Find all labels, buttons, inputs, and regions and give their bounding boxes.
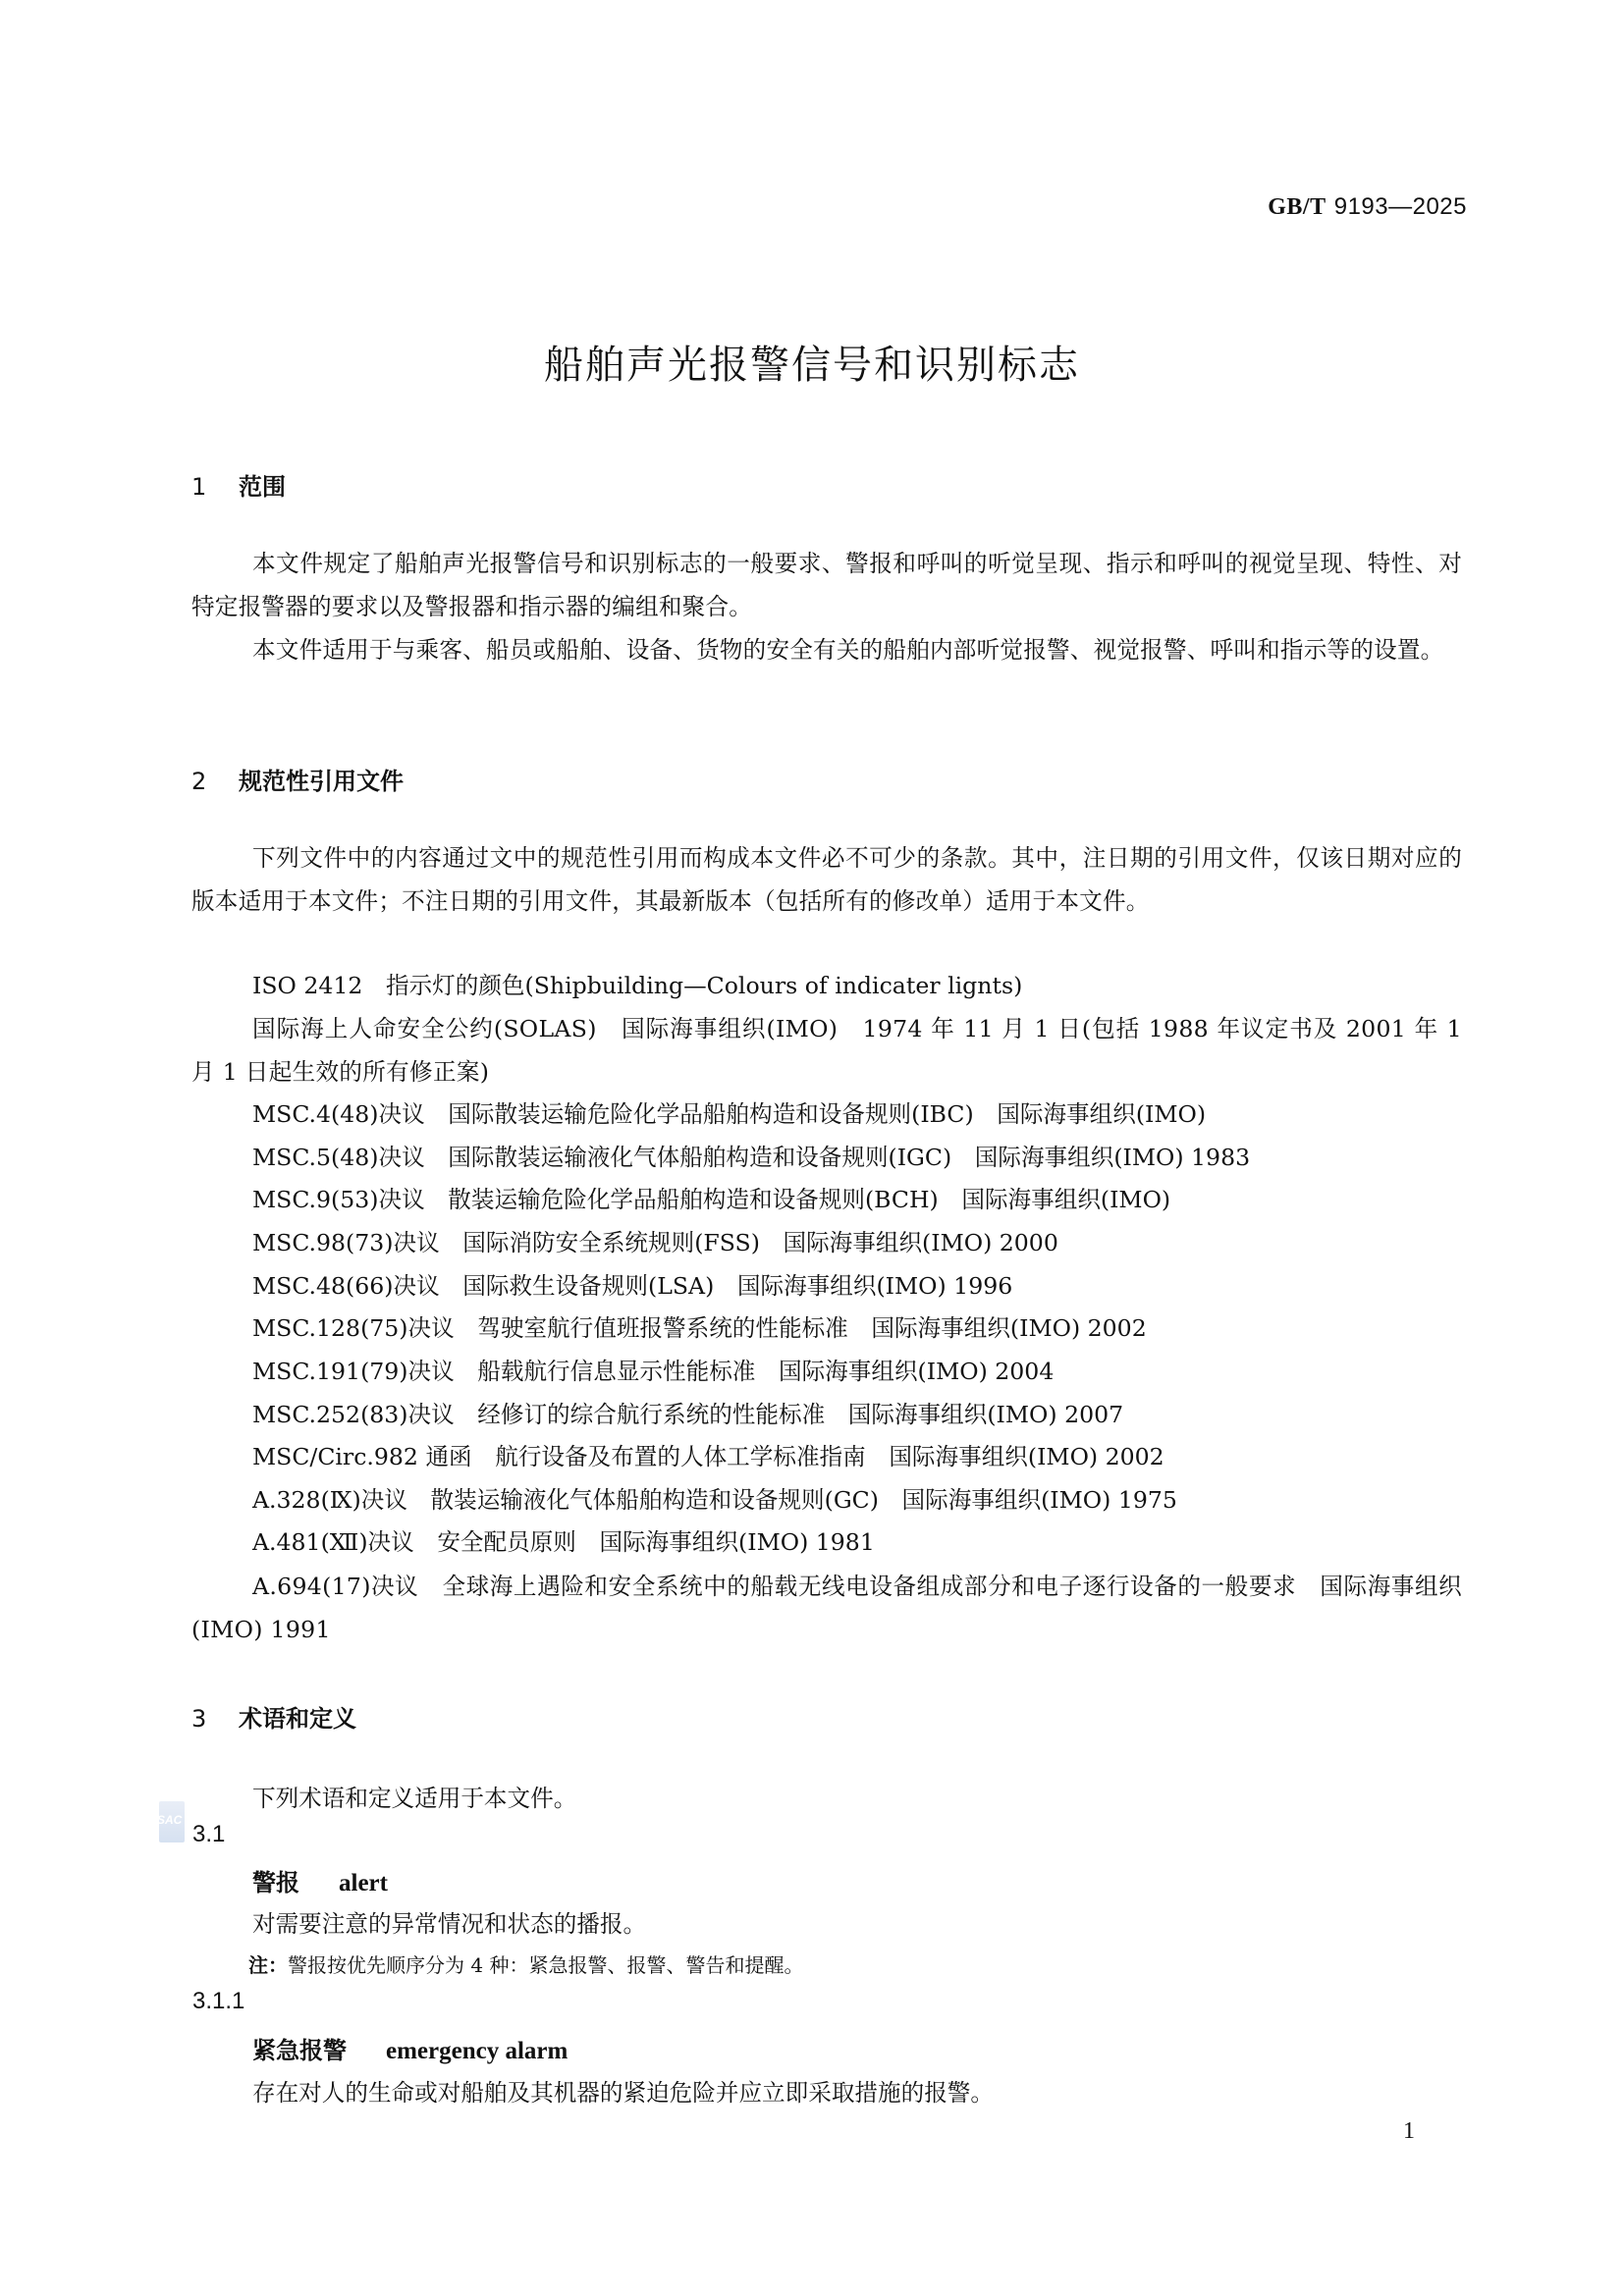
section-heading-normative-references [191,762,404,796]
watermark-text: SAC [157,1813,183,1827]
term-note [248,1949,803,1978]
reference-item: MSC.98(73)决议 国际消防安全系统规则(FSS) 国际海事组织(IMO) 2000 [252,1229,1058,1256]
term-english: emergency alarm [386,2038,568,2064]
reference-item: MSC.9(53)决议 散装运输危险化学品船舶构造和设备规则(BCH) 国际海事组织(IMO) [252,1186,1171,1213]
clause-number: 3.1 [192,1821,226,1847]
section-number: 2 [191,768,207,795]
reference-item: A.694(17)决议 全球海上遇险和安全系统中的船载无线电设备组成部分和电子逐行设备的一般要求 国际海事组织(IMO) 1991 [191,1573,1462,1643]
clause-number: 3.1.1 [192,1988,245,2014]
scope-paragraph: 本文件适用于与乘客、船员或船舶、设备、货物的安全有关的船舶内部听觉报警、视觉报警、呼叫和指示等的设置。 [252,636,1444,664]
term-chinese: 警报 [252,1869,299,1896]
reference-item: MSC.252(83)决议 经修订的综合航行系统的性能标准 国际海事组织(IMO) 2007 [252,1401,1124,1428]
reference-item: 国际海上人命安全公约(SOLAS) 国际海事组织(IMO) 1974 年 11 月 1 日(包括 1988 年议定书及 2001 年 1 月 1 日起生效的所有修正案) [191,1015,1462,1086]
reference-item: A.328(Ⅸ)决议 散装运输液化气体船舶构造和设备规则(GC) 国际海事组织(IMO) 1975 [252,1486,1177,1514]
reference-item: MSC/Circ.982 通函 航行设备及布置的人体工学标准指南 国际海事组织(IMO) 2002 [252,1443,1164,1470]
section-title: 范围 [239,473,286,501]
section-heading-scope [191,467,286,502]
section-heading-terms-and-definitions [191,1699,356,1734]
note-text: 警报按优先顺序分为 4 种：紧急报警、报警、警告和提醒。 [288,1953,804,1977]
standard-code [1268,192,1467,221]
section-number: 3 [191,1705,207,1733]
references-intro: 下列文件中的内容通过文中的规范性引用而构成本文件必不可少的条款。其中，注日期的引用文件，仅该日期对应的版本适用于本文件；不注日期的引用文件，其最新版本（包括所有的修改单）适用于本文件。 [191,844,1462,915]
section-number: 1 [191,473,207,501]
scope-paragraph: 本文件规定了船舶声光报警信号和识别标志的一般要求、警报和呼叫的听觉呈现、指示和呼叫的视觉呈现、特性、对特定报警器的要求以及警报器和指示器的编组和聚合。 [191,550,1462,620]
page-number: 1 [1403,2118,1415,2144]
reference-item: MSC.48(66)决议 国际救生设备规则(LSA) 国际海事组织(IMO) 1996 [252,1272,1013,1300]
reference-item: A.481(Ⅻ)决议 安全配员原则 国际海事组织(IMO) 1981 [252,1528,875,1556]
section-title: 规范性引用文件 [239,768,404,795]
reference-item: MSC.5(48)决议 国际散装运输液化气体船舶构造和设备规则(IGC) 国际海事组织(IMO) 1983 [252,1144,1251,1171]
sac-watermark-logo [159,1801,185,1842]
document-title: 船舶声光报警信号和识别标志 [544,343,1080,388]
section-title: 术语和定义 [239,1705,356,1733]
term-english: alert [339,1870,388,1896]
reference-item: ISO 2412 指示灯的颜色(Shipbuilding—Colours of indicater lignts) [252,972,1023,999]
reference-item: MSC.191(79)决议 船载航行信息显示性能标准 国际海事组织(IMO) 2004 [252,1358,1055,1385]
standard-number: 9193—2025 [1333,193,1467,220]
term-entry [252,1863,388,1897]
terms-intro: 下列术语和定义适用于本文件。 [252,1785,577,1812]
term-definition: 对需要注意的异常情况和状态的播报。 [252,1910,647,1938]
term-entry [252,2031,568,2065]
reference-item: MSC.128(75)决议 驾驶室航行值班报警系统的性能标准 国际海事组织(IMO) 2002 [252,1314,1147,1342]
note-label: 注： [248,1953,288,1977]
reference-item: MSC.4(48)决议 国际散装运输危险化学品船舶构造和设备规则(IBC) 国际海事组织(IMO) [252,1100,1207,1128]
term-definition: 存在对人的生命或对船舶及其机器的紧迫危险并应立即采取措施的报警。 [252,2079,994,2107]
standard-prefix: GB/T [1268,194,1326,220]
term-chinese: 紧急报警 [252,2037,347,2064]
